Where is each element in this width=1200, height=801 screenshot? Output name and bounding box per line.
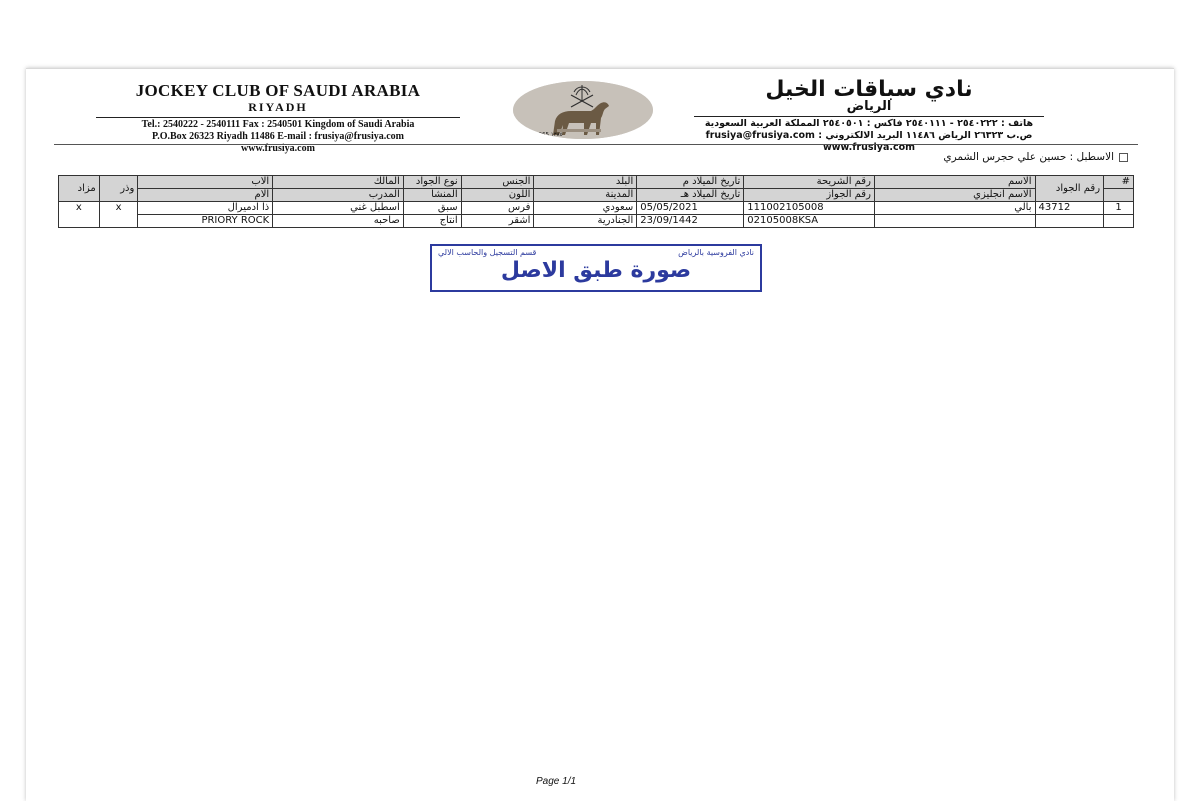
header-cell: # (1104, 176, 1134, 189)
header-cell: الاب (138, 176, 273, 189)
header-cell: المنشأ (403, 189, 461, 202)
table-cell: سبق (403, 202, 461, 215)
english-address-line: P.O.Box 26323 Riyadh 11486 E-mail : frusiya@frusiya.com (152, 131, 404, 142)
table-cell: 02105008KSA (744, 215, 875, 228)
top-whitespace (0, 0, 1200, 64)
certified-copy-stamp (430, 244, 762, 292)
header-cell: تاريخ الميلاد هـ (637, 189, 744, 202)
header-cell: رقم الجواد (1035, 176, 1104, 202)
table-cell: فرس (461, 202, 534, 215)
header-cell: نوع الجواد (403, 176, 461, 189)
table-cell: PRIORY ROCK (138, 215, 273, 228)
club-logo (513, 81, 653, 139)
arabic-letterhead (694, 77, 1044, 154)
table-cell: 1 (1104, 202, 1134, 215)
table-cell: انتاج (403, 215, 461, 228)
table-cell: اسطبل غني (273, 202, 404, 215)
english-city: RIYADH (248, 100, 308, 114)
header-cell: رقم الشريحة (744, 176, 875, 189)
table-cell (874, 215, 1035, 228)
stable-label: الاسطبل : حسين علي حجرس الشمري (943, 151, 1114, 163)
table-cell: 23/09/1442 (637, 215, 744, 228)
table-cell: x (99, 202, 138, 228)
table-cell: 43712 (1035, 202, 1104, 215)
header-cell: وذر (99, 176, 138, 202)
arabic-address-line: ص.ب ٢٦٣٢٣ الرياض ١١٤٨٦ البريد الالكتروني : frusiya@frusiya.com (705, 130, 1033, 141)
english-website: www.frusiya.com (241, 143, 315, 154)
header-cell: تاريخ الميلاد م (637, 176, 744, 189)
divider (694, 116, 1044, 117)
table-cell: صاحبه (273, 215, 404, 228)
header-cell: الجنس (461, 176, 534, 189)
arabic-contact-line: هاتف : ٢٥٤٠٢٢٢ - ٢٥٤٠١١١ فاكس : ٢٥٤٠٥٠١ المملكة العربية السعودية (704, 118, 1034, 129)
table-row (59, 215, 1134, 228)
header-cell: المدينة (534, 189, 637, 202)
table-cell: x (59, 202, 100, 228)
divider (96, 117, 460, 118)
table-cell: ذا ادميرال (138, 202, 273, 215)
page-number: Page 1/1 (536, 776, 577, 787)
english-club-name: JOCKEY CLUB OF SAUDI ARABIA (135, 81, 421, 100)
header-cell: الاسم (874, 176, 1035, 189)
logo-years: 1965 ١٣٨٥ (535, 132, 563, 138)
stamp-club-label: نادي الفروسية بالرياض (678, 248, 754, 257)
table-cell (1035, 215, 1104, 228)
table-cell: اشقر (461, 215, 534, 228)
table-cell: 111002105008 (744, 202, 875, 215)
table-cell (1104, 215, 1134, 228)
arabic-city: الرياض (846, 99, 892, 114)
english-contact-line: Tel.: 2540222 - 2540111 Fax : 2540501 Kingdom of Saudi Arabia (141, 119, 415, 130)
header-cell: المدرب (273, 189, 404, 202)
header-cell: مزاد (59, 176, 100, 202)
stamp-department-label: قسم التسجيل والحاسب الالي (438, 248, 537, 257)
table-cell: الجنادرية (534, 215, 637, 228)
stable-owner-line (943, 151, 1128, 163)
header-cell: المالك (273, 176, 404, 189)
table-header-row (59, 189, 1134, 202)
header-cell: الاسم انجليزي (874, 189, 1035, 202)
table-cell: 05/05/2021 (637, 202, 744, 215)
table-header-row (59, 176, 1134, 189)
header-cell: البلد (534, 176, 637, 189)
checkbox-icon (1119, 153, 1128, 162)
arabic-club-name: نادي سباقات الخيل (765, 77, 973, 102)
header-cell (1104, 189, 1134, 202)
document-page (26, 68, 1174, 801)
table-cell: سعودي (534, 202, 637, 215)
table-cell: بالي (874, 202, 1035, 215)
stamp-main-text: صورة طبق الاصل (500, 258, 692, 283)
table-row (59, 202, 1134, 215)
header-divider (54, 144, 1138, 145)
header-cell: اللون (461, 189, 534, 202)
header-cell: رقم الجواز (744, 189, 875, 202)
header-cell: الام (138, 189, 273, 202)
horse-registration-table (58, 175, 1134, 228)
arabic-website: www.frusiya.com (822, 142, 916, 153)
